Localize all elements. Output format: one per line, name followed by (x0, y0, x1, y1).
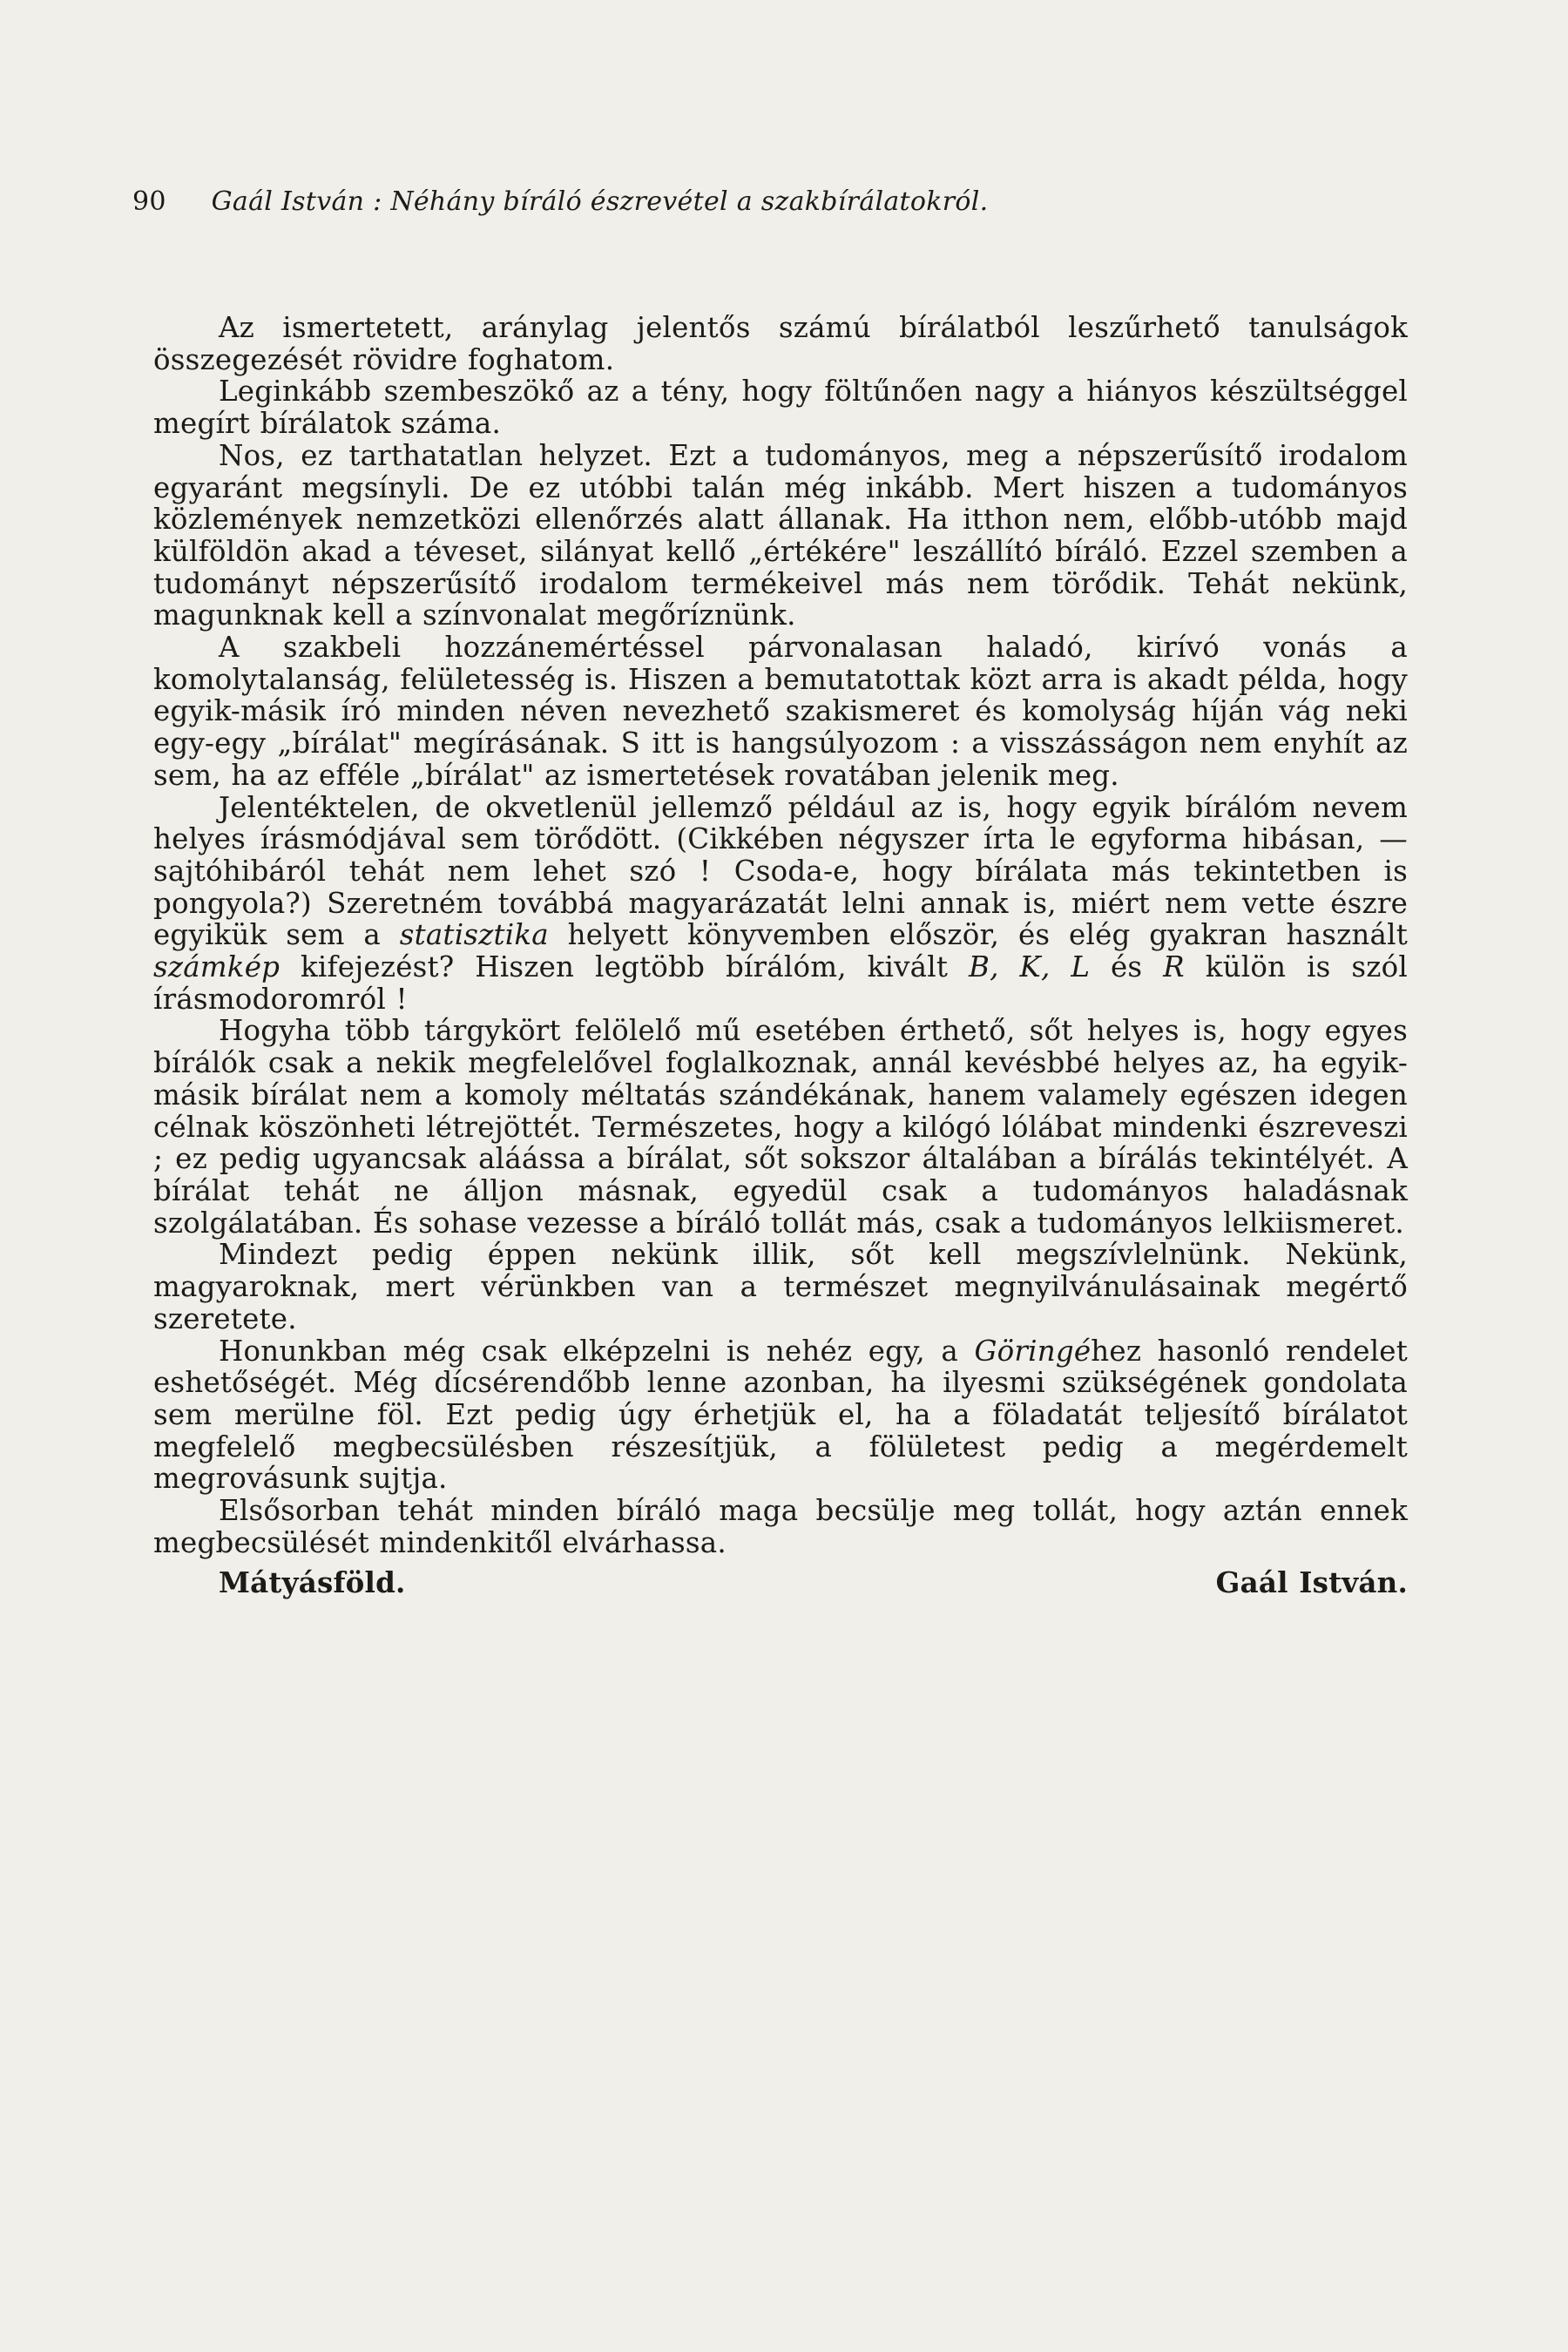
paragraph-5-text: Jelentéktelen, de okvetlenül jellemző például az is, hogy egyik bírálóm nevem helyes írásmódjával sem törődött. (Cikkében négyszer írta le egyforma hibásan, — sajtóhibáról tehát nem lehet szó ! Csoda-e, hogy bírálata más tekintetben is pongyola?) Szeretném továbbá magyarázatát lelni annak is, miért nem vette észre egyikük sem a (153, 790, 1408, 952)
paragraph-6: Hogyha több tárgykört felölelő mű esetében érthető, sőt helyes is, hogy egyes bírálók csak a nekik megfelelővel foglalkoznak, annál kevésbbé helyes az, ha egyik-másik bírálat nem a komoly méltatás szándékának, hanem valamely egészen idegen célnak köszönheti létrejöttét. Természetes, hogy a kilógó lólábat mindenki észreveszi ; ez pedig ugyancsak aláássa a bírálat, sőt sokszor általában a bírálás tekintélyét. A bírálat tehát ne álljon másnak, egyedül csak a tudományos haladásnak szolgálatában. És sohase vezesse a bíráló tollát más, csak a tudományos lelkiismeret. (153, 1014, 1408, 1240)
paragraph-5-text: és (1090, 950, 1164, 984)
article-body (153, 312, 1408, 1599)
paragraph-5 (153, 792, 1408, 1016)
page-header (132, 186, 988, 217)
signature-author: Gaál István. (1215, 1565, 1408, 1600)
running-title: Gaál István : Néhány bíráló észrevétel a szakbírálatokról. (211, 186, 989, 217)
paragraph-5-text: helyett könyvemben először, és elég gyakran használt (548, 918, 1408, 952)
page-number: 90 (132, 186, 166, 217)
paragraph-2: Leginkább szembeszökő az a tény, hogy föltűnően nagy a hiányos készültséggel megírt bírálatok száma. (153, 375, 1408, 441)
paragraph-8 (153, 1335, 1408, 1496)
italic-term: számkép (153, 950, 280, 984)
signature-place: Mátyásföld. (219, 1565, 406, 1600)
paragraph-7: Mindezt pedig éppen nekünk illik, sőt kell megszívlelnünk. Nekünk, magyaroknak, mert vérünkben van a természet megnyilvánulásainak megértő szeretete. (153, 1238, 1408, 1335)
paragraph-8-text: Honunkban még csak elképzelni is nehéz egy, a (219, 1334, 975, 1368)
paragraph-4: A szakbeli hozzánemértéssel párvonalasan haladó, kirívó vonás a komolytalanság, felületesség is. Hiszen a bemutatottak közt arra is akadt példa, hogy egyik-másik író minden néven nevezhető szakismeret és komolyság híján vág neki egy-egy „bírálat" megírásának. S itt is hangsúlyozom : a visszásságon nem enyhít az sem, ha az efféle „bírálat" az ismertetések rovatában jelenik meg. (153, 631, 1408, 792)
paragraph-8-text: hez hasonló rendelet eshetőségét. Még dícsérendőbb lenne azonban, ha ilyesmi szükségének gondolata sem merülne föl. Ezt pedig úgy érhetjük el, ha a föladatát teljesítő bírálatot megfelelő megbecsülésben részesítjük, a fölületest pedig a megérdemelt megrovásunk sujtja. (153, 1334, 1408, 1496)
italic-term: R (1163, 950, 1185, 984)
paragraph-1: Az ismertetett, aránylag jelentős számú bírálatból leszűrhető tanulságok összegezését rövidre foghatom. (153, 311, 1408, 376)
paragraph-5-text: kifejezést? Hiszen legtöbb bírálóm, kivált (280, 950, 969, 984)
paragraph-3: Nos, ez tarthatatlan helyzet. Ezt a tudományos, meg a népszerűsítő irodalom egyaránt megsínyli. De ez utóbbi talán még inkább. Mert hiszen a tudományos közlemények nemzetközi ellenőrzés alatt állanak. Ha itthon nem, előbb-utóbb majd külföldön akad a téveset, silányat kellő „értékére" leszállító bíráló. Ezzel szemben a tudományt népszerűsítő irodalom termékeivel más nem törődik. Tehát nekünk, magunknak kell a színvonalat megőríznünk. (153, 438, 1408, 632)
paragraph-5-text: külön is szól írásmodoromról ! (153, 950, 1408, 1016)
italic-term: B, K, L (968, 950, 1091, 984)
paragraph-9: Elsősorban tehát minden bíráló maga becsülje meg tollát, hogy aztán ennek megbecsülését mindenkitől elvárhassa. (153, 1494, 1408, 1559)
signature-line (153, 1567, 1408, 1599)
italic-term: statisztika (399, 918, 549, 952)
italic-term: Göringé (974, 1334, 1092, 1368)
